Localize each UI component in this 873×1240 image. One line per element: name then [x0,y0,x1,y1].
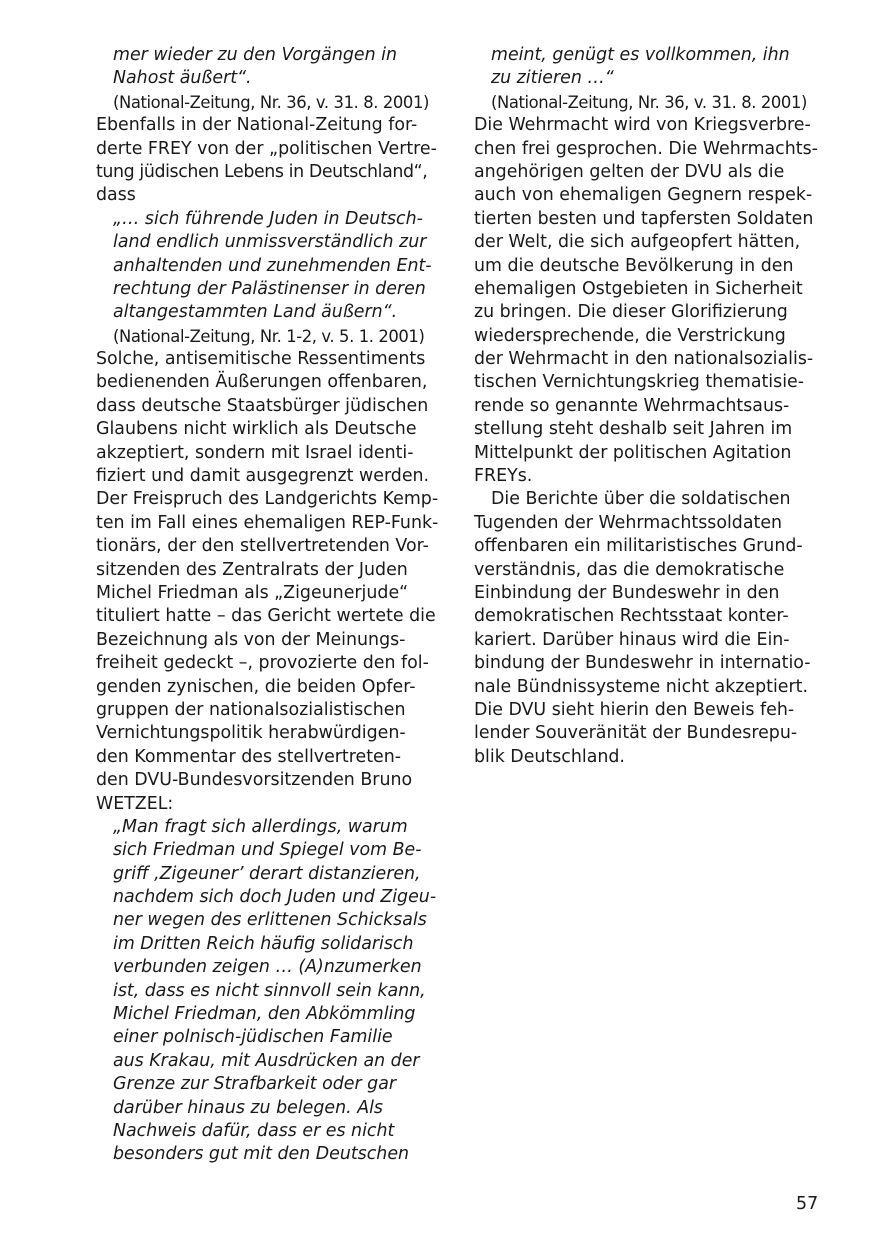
text-line: fiziert und damit ausgegrenzt werden. [96,466,430,487]
quote-line: Grenze zur Strafbarkeit oder gar [113,1074,397,1095]
text-line: Michel Friedman als „Zigeunerjude“ [96,582,409,603]
text-line: Der Freispruch des Landgerichts Kemp- [96,489,439,510]
text-line: Die Wehrmacht wird von Kriegsverbre- [474,115,811,136]
paragraph [96,348,441,816]
quote-line: „Man fragt sich allerdings, warum [113,816,408,837]
quote-line: nachdem sich doch Juden und Zigeu- [113,887,437,908]
quote-line: zu zitieren …“ [491,68,614,89]
text-line: verständnis, das die demokratische [474,559,785,580]
quote-line: griff ‚Zigeuner’ derart distanzieren, [113,863,421,884]
quote-line: aus Krakau, mit Ausdrücken an der [113,1050,420,1071]
text-line: blik Deutschland. [474,746,625,767]
text-line: wiedersprechende, die Verstrickung [474,325,786,346]
text-line: sitzenden des Zentralrats der Juden [96,559,408,580]
text-line: stellung steht deshalb seit Jahren im [474,419,793,440]
quote-line: darüber hinaus zu belegen. Als [113,1097,383,1118]
quote-line: Nachweis dafür, dass er es nicht [113,1120,395,1141]
text-line: Vernichtungspolitik herabwürdigen- [96,723,406,744]
page-number: 57 [796,1194,819,1214]
quote-line: einer polnisch-jüdischen Familie [113,1027,393,1048]
text-line: bedienenden Äußerungen offenbaren, [96,372,428,393]
text-line: genden zynischen, die beiden Opfer- [96,676,416,697]
quote-line: sich Friedman und Spiegel vom Be- [113,840,422,861]
quote-line: im Dritten Reich häufig solidarisch [113,933,414,954]
text-line: gruppen der nationalsozialistischen [96,699,406,720]
text-line: Die DVU sieht hierin den Beweis feh- [474,699,795,720]
text-line: tionärs, der den stellvertretenden Vor- [96,536,429,557]
quote-line: ist, dass es nicht sinnvoll sein kann, [113,980,426,1001]
quote-continued [474,44,819,91]
text-line: FREYs. [474,466,533,487]
text-line: den Kommentar des stellvertreten- [96,746,402,767]
text-line: Die Berichte über die soldatischen [491,489,791,510]
text-line: Glaubens nicht wirklich als Deutsche [96,419,417,440]
quote-line: Michel Friedman, den Abkömmling [113,1004,416,1025]
text-line: Ebenfalls in der National-Zeitung for- [96,115,418,136]
text-line: zu bringen. Die dieser Glorifizierung [474,302,788,323]
text-line: kariert. Darüber hinaus wird die Ein- [474,629,790,650]
block-quote [96,208,441,325]
text-line: der Wehrmacht in den nationalsozialis- [474,349,814,370]
text-line: bindung der Bundeswehr in internatio- [474,653,811,674]
text-line: dass deutsche Staatsbürger jüdischen [96,395,429,416]
paragraph [96,114,441,208]
quote-line: altangestammten Land äußern“. [113,302,398,323]
source-citation: (National-Zeitung, Nr. 36, v. 31. 8. 2001) [491,92,807,112]
text-line: ehemaligen Ostgebieten in Sicherheit [474,278,803,299]
text-line: rende so genannte Wehrmachtsaus- [474,395,790,416]
paragraph [474,488,819,769]
right-column [474,44,819,769]
text-line: nale Bündnissysteme nicht akzeptiert. [474,676,808,697]
text-line: akzeptiert, sondern mit Israel identi- [96,442,414,463]
text-line: den DVU-Bundesvorsitzenden Bruno [96,770,413,791]
text-line: Mittelpunkt der politischen Agitation [474,442,792,463]
text-line: der Welt, die sich aufgeopfert hätten, [474,232,801,253]
text-line: tierten besten und tapfersten Soldaten [474,208,814,229]
text-line: Tugenden der Wehrmachtssoldaten [474,512,783,533]
text-line: derte FREY von der „politischen Vertre- [96,138,437,159]
left-column [96,44,441,1167]
source-citation: (National-Zeitung, Nr. 36, v. 31. 8. 2001) [113,92,429,112]
quote-line: „… sich führende Juden in Deutsch- [113,208,423,229]
source-citation: (National-Zeitung, Nr. 1-2, v. 5. 1. 2001) [113,326,425,346]
quote-line: anhaltenden und zunehmenden Ent- [113,255,432,276]
quote-line: Nahost äußert“. [113,68,252,89]
text-line: auch von ehemaligen Gegnern respek- [474,185,813,206]
text-line: WETZEL: [96,793,174,814]
block-quote [96,816,441,1167]
text-line: tischen Vernichtungskrieg thematisie- [474,372,805,393]
text-line: lender Souveränität der Bundesrepu- [474,723,798,744]
text-line: ten im Fall eines ehemaligen REP-Funk- [96,512,439,533]
text-line: chen frei gesprochen. Die Wehrmachts- [474,138,818,159]
quote-line: verbunden zeigen … (A)nzumerken [113,957,422,978]
text-line: tung jüdischen Lebens in Deutschland“, [96,161,428,182]
text-line: angehörigen gelten der DVU als die [474,161,785,182]
text-line: dass [96,185,136,206]
quote-line: ner wegen des erlittenen Schicksals [113,910,427,931]
quote-line: mer wieder zu den Vorgängen in [113,45,397,65]
quote-line: rechtung der Palästinenser in deren [113,278,426,299]
text-line: tituliert hatte – das Gericht wertete die [96,606,436,627]
quote-continued [96,44,441,91]
text-line: Solche, antisemitische Ressentiments [96,349,426,370]
text-line: freiheit gedeckt –, provozierte den fol- [96,653,429,674]
paragraph [474,114,819,488]
text-line: demokratischen Rechtsstaat konter- [474,606,789,627]
text-line: Bezeichnung als von der Meinungs- [96,629,406,650]
quote-line: besonders gut mit den Deutschen [113,1144,410,1165]
text-line: offenbaren ein militaristisches Grund- [474,536,803,557]
text-line: um die deutsche Bevölkerung in den [474,255,794,276]
quote-line: land endlich unmissverständlich zur [113,232,427,253]
quote-line: meint, genügt es vollkommen, ihn [491,45,790,65]
text-line: Einbindung der Bundeswehr in den [474,582,780,603]
